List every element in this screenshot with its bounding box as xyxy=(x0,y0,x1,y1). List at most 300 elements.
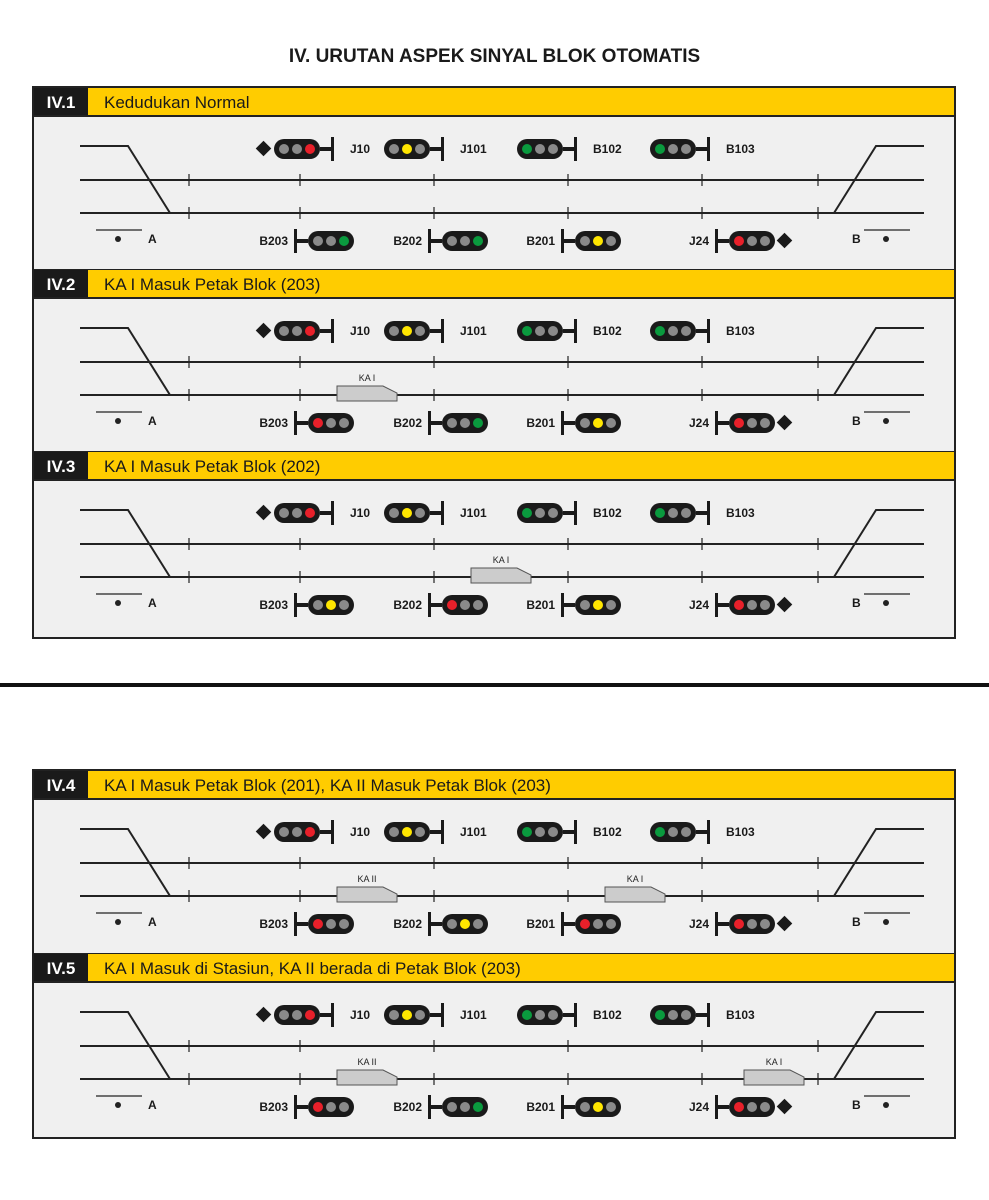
station-label-a: A xyxy=(148,596,157,610)
signal-lamp-off xyxy=(389,827,399,837)
signal-lamp-off xyxy=(747,1102,757,1112)
signal-mast xyxy=(574,1003,577,1027)
signal-diamond-icon xyxy=(777,415,793,431)
station-label-a: A xyxy=(148,414,157,428)
signal-lamp-red xyxy=(305,508,315,518)
train-body xyxy=(337,1070,397,1085)
signal-lamp-red xyxy=(734,418,744,428)
signal-arm xyxy=(696,1013,708,1017)
signal-label: B202 xyxy=(393,598,422,612)
signal-mast xyxy=(707,319,710,343)
signal-label: B103 xyxy=(726,506,755,520)
signal-arm xyxy=(320,329,332,333)
train-label: KA I xyxy=(358,373,376,383)
signal-j10 xyxy=(256,137,371,161)
signal-lamp-yellow xyxy=(402,144,412,154)
signal-lamp-off xyxy=(279,1010,289,1020)
signal-lamp-off xyxy=(460,600,470,610)
signal-arm xyxy=(563,1013,575,1017)
signal-j101 xyxy=(384,501,487,525)
signal-lamp-off xyxy=(292,326,302,336)
panel-iv-3 xyxy=(34,452,954,617)
signal-lamp-yellow xyxy=(402,508,412,518)
signal-lamp-green xyxy=(655,144,665,154)
station-label-a: A xyxy=(148,232,157,246)
signal-lamp-off xyxy=(681,508,691,518)
signal-label: B201 xyxy=(526,234,555,248)
signal-j24 xyxy=(689,593,792,617)
signal-arm xyxy=(563,421,575,425)
signal-lamp-off xyxy=(548,1010,558,1020)
panel-id: IV.5 xyxy=(46,959,76,978)
signal-lamp-off xyxy=(747,236,757,246)
signal-lamp-off xyxy=(415,827,425,837)
signal-lamp-green xyxy=(522,326,532,336)
signal-lamp-off xyxy=(279,508,289,518)
signal-mast xyxy=(441,501,444,525)
signal-label: J24 xyxy=(688,917,709,931)
signal-lamp-off xyxy=(415,144,425,154)
train-label: KA I xyxy=(765,1057,783,1067)
signal-arm xyxy=(717,1105,729,1109)
signal-lamp-off xyxy=(681,1010,691,1020)
signal-lamp-off xyxy=(760,236,770,246)
signal-lamp-off xyxy=(460,236,470,246)
signal-arm xyxy=(430,421,442,425)
signal-lamp-off xyxy=(548,326,558,336)
signal-lamp-red xyxy=(580,919,590,929)
signal-lamp-off xyxy=(760,600,770,610)
signal-b103 xyxy=(650,1003,755,1027)
signal-label: B103 xyxy=(726,142,755,156)
signal-b202 xyxy=(393,593,488,617)
signal-label: B202 xyxy=(393,1100,422,1114)
station-label-a: A xyxy=(148,1098,157,1112)
signal-lamp-green xyxy=(473,236,483,246)
signal-arm xyxy=(563,830,575,834)
signal-lamp-off xyxy=(279,827,289,837)
diagram-group-upper xyxy=(32,86,956,639)
signal-diamond-icon xyxy=(256,1007,272,1023)
signal-arm xyxy=(563,511,575,515)
signal-arm xyxy=(563,1105,575,1109)
signal-lamp-off xyxy=(415,1010,425,1020)
panel-iv-2 xyxy=(34,270,954,435)
signal-diamond-icon xyxy=(777,916,793,932)
signal-lamp-off xyxy=(760,1102,770,1112)
signal-j101 xyxy=(384,820,487,844)
signal-lamp-off xyxy=(606,236,616,246)
signal-mast xyxy=(441,820,444,844)
signal-lamp-off xyxy=(326,418,336,428)
signal-b203 xyxy=(259,593,354,617)
signal-b202 xyxy=(393,411,488,435)
signal-label: J10 xyxy=(350,142,371,156)
train-body xyxy=(471,568,531,583)
signal-arm xyxy=(430,329,442,333)
signal-b201 xyxy=(526,229,621,253)
signal-arm xyxy=(717,239,729,243)
train xyxy=(337,373,397,401)
signal-label: B102 xyxy=(593,1008,622,1022)
signal-arm xyxy=(563,239,575,243)
signal-label: J10 xyxy=(350,1008,371,1022)
signal-label: J101 xyxy=(460,825,487,839)
signal-lamp-off xyxy=(668,1010,678,1020)
train-label: KA II xyxy=(357,874,377,884)
signal-lamp-green xyxy=(473,418,483,428)
signal-lamp-off xyxy=(389,508,399,518)
signal-lamp-off xyxy=(326,919,336,929)
signal-label: J24 xyxy=(688,1100,709,1114)
signal-label: J24 xyxy=(688,598,709,612)
signal-lamp-off xyxy=(313,236,323,246)
signal-label: B202 xyxy=(393,234,422,248)
signal-lamp-off xyxy=(580,1102,590,1112)
signal-arm xyxy=(296,603,308,607)
signal-label: B201 xyxy=(526,917,555,931)
panel-id: IV.2 xyxy=(46,275,76,294)
signal-arm xyxy=(430,511,442,515)
signal-label: B102 xyxy=(593,142,622,156)
signal-arm xyxy=(320,147,332,151)
station-dot-icon xyxy=(883,1102,889,1108)
train-body xyxy=(605,887,665,902)
section-divider xyxy=(0,683,989,687)
signal-arm xyxy=(717,922,729,926)
signal-mast xyxy=(441,1003,444,1027)
signal-lamp-off xyxy=(326,1102,336,1112)
signal-b202 xyxy=(393,912,488,936)
signal-b102 xyxy=(517,319,622,343)
station-dot-icon xyxy=(883,600,889,606)
signal-lamp-off xyxy=(580,600,590,610)
signal-lamp-off xyxy=(415,508,425,518)
station-dot-icon xyxy=(115,600,121,606)
signal-lamp-off xyxy=(681,827,691,837)
signal-lamp-off xyxy=(535,508,545,518)
signal-arm xyxy=(296,1105,308,1109)
signal-label: B103 xyxy=(726,825,755,839)
signal-lamp-off xyxy=(747,919,757,929)
signal-arm xyxy=(563,147,575,151)
track-layout xyxy=(80,328,924,401)
panel-iv-1 xyxy=(34,88,954,253)
signal-lamp-red xyxy=(447,600,457,610)
train-body xyxy=(744,1070,804,1085)
train-label: KA I xyxy=(626,874,644,884)
diagram-group-lower xyxy=(32,769,956,1139)
panel-id: IV.4 xyxy=(46,776,76,795)
panel-iv-5 xyxy=(34,954,954,1119)
signal-arm xyxy=(430,830,442,834)
signal-label: B203 xyxy=(259,917,288,931)
signal-label: B203 xyxy=(259,1100,288,1114)
signal-b202 xyxy=(393,1095,488,1119)
signal-b201 xyxy=(526,912,621,936)
signal-diamond-icon xyxy=(777,1099,793,1115)
signal-lamp-green xyxy=(655,1010,665,1020)
signal-lamp-yellow xyxy=(593,236,603,246)
signal-lamp-red xyxy=(305,827,315,837)
signal-b103 xyxy=(650,319,755,343)
signal-lamp-off xyxy=(447,418,457,428)
panel-title: KA I Masuk Petak Blok (201), KA II Masuk Petak Blok (203) xyxy=(104,776,551,795)
signal-label: B203 xyxy=(259,416,288,430)
signal-label: J101 xyxy=(460,506,487,520)
signal-diagram-svg xyxy=(34,88,954,637)
signal-lamp-red xyxy=(734,1102,744,1112)
train-body xyxy=(337,887,397,902)
signal-lamp-green xyxy=(522,1010,532,1020)
signal-diamond-icon xyxy=(256,323,272,339)
signal-lamp-green xyxy=(522,827,532,837)
station-dot-icon xyxy=(115,1102,121,1108)
signal-lamp-green xyxy=(655,827,665,837)
signal-lamp-red xyxy=(313,418,323,428)
signal-arm xyxy=(430,1013,442,1017)
signal-arm xyxy=(296,421,308,425)
signal-mast xyxy=(441,319,444,343)
signal-arm xyxy=(696,830,708,834)
station-label-b: B xyxy=(852,414,861,428)
signal-lamp-off xyxy=(681,144,691,154)
signal-lamp-off xyxy=(460,418,470,428)
signal-lamp-off xyxy=(548,508,558,518)
signal-mast xyxy=(574,137,577,161)
signal-lamp-off xyxy=(389,144,399,154)
signal-lamp-off xyxy=(415,326,425,336)
signal-lamp-off xyxy=(447,1102,457,1112)
signal-arm xyxy=(563,922,575,926)
signal-lamp-off xyxy=(279,144,289,154)
panel-id: IV.3 xyxy=(46,457,76,476)
signal-lamp-off xyxy=(339,418,349,428)
signal-b102 xyxy=(517,501,622,525)
signal-arm xyxy=(430,922,442,926)
station-label-a: A xyxy=(148,915,157,929)
signal-b102 xyxy=(517,820,622,844)
signal-j24 xyxy=(689,229,792,253)
signal-mast xyxy=(574,501,577,525)
signal-b103 xyxy=(650,137,755,161)
signal-lamp-green xyxy=(655,326,665,336)
signal-lamp-off xyxy=(339,1102,349,1112)
signal-j10 xyxy=(256,501,371,525)
signal-lamp-off xyxy=(747,600,757,610)
signal-lamp-green xyxy=(655,508,665,518)
signal-arm xyxy=(696,329,708,333)
signal-j101 xyxy=(384,1003,487,1027)
signal-label: J24 xyxy=(688,234,709,248)
train xyxy=(744,1057,804,1085)
signal-lamp-off xyxy=(326,236,336,246)
signal-arm xyxy=(717,603,729,607)
panel-title: KA I Masuk Petak Blok (202) xyxy=(104,457,321,476)
signal-mast xyxy=(707,1003,710,1027)
signal-lamp-off xyxy=(747,418,757,428)
signal-lamp-off xyxy=(473,600,483,610)
signal-diamond-icon xyxy=(777,597,793,613)
signal-arm xyxy=(430,239,442,243)
train-label: KA I xyxy=(492,555,510,565)
signal-lamp-off xyxy=(580,236,590,246)
signal-label: B102 xyxy=(593,825,622,839)
panel-id: IV.1 xyxy=(46,93,76,112)
signal-diamond-icon xyxy=(256,505,272,521)
signal-lamp-off xyxy=(292,144,302,154)
signal-b201 xyxy=(526,411,621,435)
signal-lamp-off xyxy=(548,144,558,154)
signal-label: B102 xyxy=(593,324,622,338)
signal-lamp-yellow xyxy=(326,600,336,610)
signal-j10 xyxy=(256,319,371,343)
signal-j10 xyxy=(256,820,371,844)
signal-b103 xyxy=(650,501,755,525)
signal-b203 xyxy=(259,912,354,936)
signal-lamp-red xyxy=(313,1102,323,1112)
signal-label: B103 xyxy=(726,1008,755,1022)
signal-j24 xyxy=(689,1095,792,1119)
signal-lamp-yellow xyxy=(460,919,470,929)
signal-lamp-green xyxy=(473,1102,483,1112)
signal-label: J10 xyxy=(350,825,371,839)
train xyxy=(337,874,397,902)
signal-arm xyxy=(696,147,708,151)
signal-lamp-off xyxy=(447,919,457,929)
signal-mast xyxy=(331,820,334,844)
signal-diamond-icon xyxy=(777,233,793,249)
signal-b103 xyxy=(650,820,755,844)
station-dot-icon xyxy=(883,236,889,242)
signal-lamp-off xyxy=(279,326,289,336)
signal-label: B102 xyxy=(593,506,622,520)
train-body xyxy=(337,386,397,401)
signal-lamp-off xyxy=(606,600,616,610)
signal-diamond-icon xyxy=(256,824,272,840)
panel-iv-4 xyxy=(34,771,954,936)
station-label-b: B xyxy=(852,1098,861,1112)
panel-title: KA I Masuk Petak Blok (203) xyxy=(104,275,321,294)
signal-lamp-off xyxy=(473,919,483,929)
page-title: IV. URUTAN ASPEK SINYAL BLOK OTOMATIS xyxy=(288,46,701,67)
signal-arm xyxy=(320,1013,332,1017)
track-layout xyxy=(80,146,924,219)
signal-lamp-red xyxy=(313,919,323,929)
signal-j24 xyxy=(689,912,792,936)
signal-mast xyxy=(331,1003,334,1027)
signal-label: B202 xyxy=(393,416,422,430)
signal-lamp-off xyxy=(760,418,770,428)
signal-lamp-off xyxy=(313,600,323,610)
signal-lamp-off xyxy=(593,919,603,929)
signal-b203 xyxy=(259,411,354,435)
signal-arm xyxy=(296,239,308,243)
signal-lamp-off xyxy=(447,236,457,246)
signal-arm xyxy=(320,830,332,834)
signal-label: J10 xyxy=(350,506,371,520)
signal-mast xyxy=(441,137,444,161)
station-label-b: B xyxy=(852,596,861,610)
signal-label: J101 xyxy=(460,142,487,156)
signal-lamp-off xyxy=(606,919,616,929)
signal-arm xyxy=(430,1105,442,1109)
signal-arm xyxy=(563,603,575,607)
signal-lamp-off xyxy=(548,827,558,837)
track-layout xyxy=(80,829,924,902)
signal-lamp-green xyxy=(522,144,532,154)
signal-label: J10 xyxy=(350,324,371,338)
signal-j24 xyxy=(689,411,792,435)
panel-title: KA I Masuk di Stasiun, KA II berada di Petak Blok (203) xyxy=(104,959,521,978)
signal-lamp-off xyxy=(339,600,349,610)
signal-lamp-off xyxy=(460,1102,470,1112)
signal-lamp-off xyxy=(292,508,302,518)
signal-mast xyxy=(331,137,334,161)
signal-j101 xyxy=(384,319,487,343)
signal-arm xyxy=(717,421,729,425)
signal-mast xyxy=(707,820,710,844)
station-dot-icon xyxy=(883,418,889,424)
signal-lamp-green xyxy=(522,508,532,518)
train xyxy=(471,555,531,583)
signal-lamp-off xyxy=(580,418,590,428)
signal-label: B203 xyxy=(259,234,288,248)
signal-lamp-off xyxy=(535,827,545,837)
signal-lamp-off xyxy=(389,326,399,336)
train-label: KA II xyxy=(357,1057,377,1067)
signal-mast xyxy=(331,319,334,343)
signal-lamp-red xyxy=(734,600,744,610)
signal-label: B201 xyxy=(526,416,555,430)
signal-arm xyxy=(430,147,442,151)
signal-label: B201 xyxy=(526,1100,555,1114)
signal-lamp-red xyxy=(305,144,315,154)
signal-mast xyxy=(707,501,710,525)
train xyxy=(605,874,665,902)
panel-title: Kedudukan Normal xyxy=(104,93,250,112)
station-label-b: B xyxy=(852,915,861,929)
signal-b201 xyxy=(526,593,621,617)
signal-label: J101 xyxy=(460,1008,487,1022)
signal-mast xyxy=(707,137,710,161)
signal-lamp-off xyxy=(668,508,678,518)
station-dot-icon xyxy=(115,919,121,925)
signal-b202 xyxy=(393,229,488,253)
signal-lamp-green xyxy=(339,236,349,246)
signal-lamp-off xyxy=(389,1010,399,1020)
signal-lamp-off xyxy=(668,827,678,837)
station-dot-icon xyxy=(115,236,121,242)
signal-arm xyxy=(430,603,442,607)
signal-lamp-off xyxy=(339,919,349,929)
signal-lamp-red xyxy=(305,326,315,336)
signal-mast xyxy=(574,820,577,844)
signal-b201 xyxy=(526,1095,621,1119)
signal-arm xyxy=(563,329,575,333)
signal-lamp-yellow xyxy=(593,418,603,428)
signal-mast xyxy=(331,501,334,525)
signal-lamp-off xyxy=(292,1010,302,1020)
signal-b203 xyxy=(259,1095,354,1119)
signal-lamp-off xyxy=(292,827,302,837)
signal-arm xyxy=(696,511,708,515)
signal-j101 xyxy=(384,137,487,161)
signal-lamp-yellow xyxy=(402,326,412,336)
signal-label: B201 xyxy=(526,598,555,612)
train xyxy=(337,1057,397,1085)
signal-lamp-yellow xyxy=(593,1102,603,1112)
